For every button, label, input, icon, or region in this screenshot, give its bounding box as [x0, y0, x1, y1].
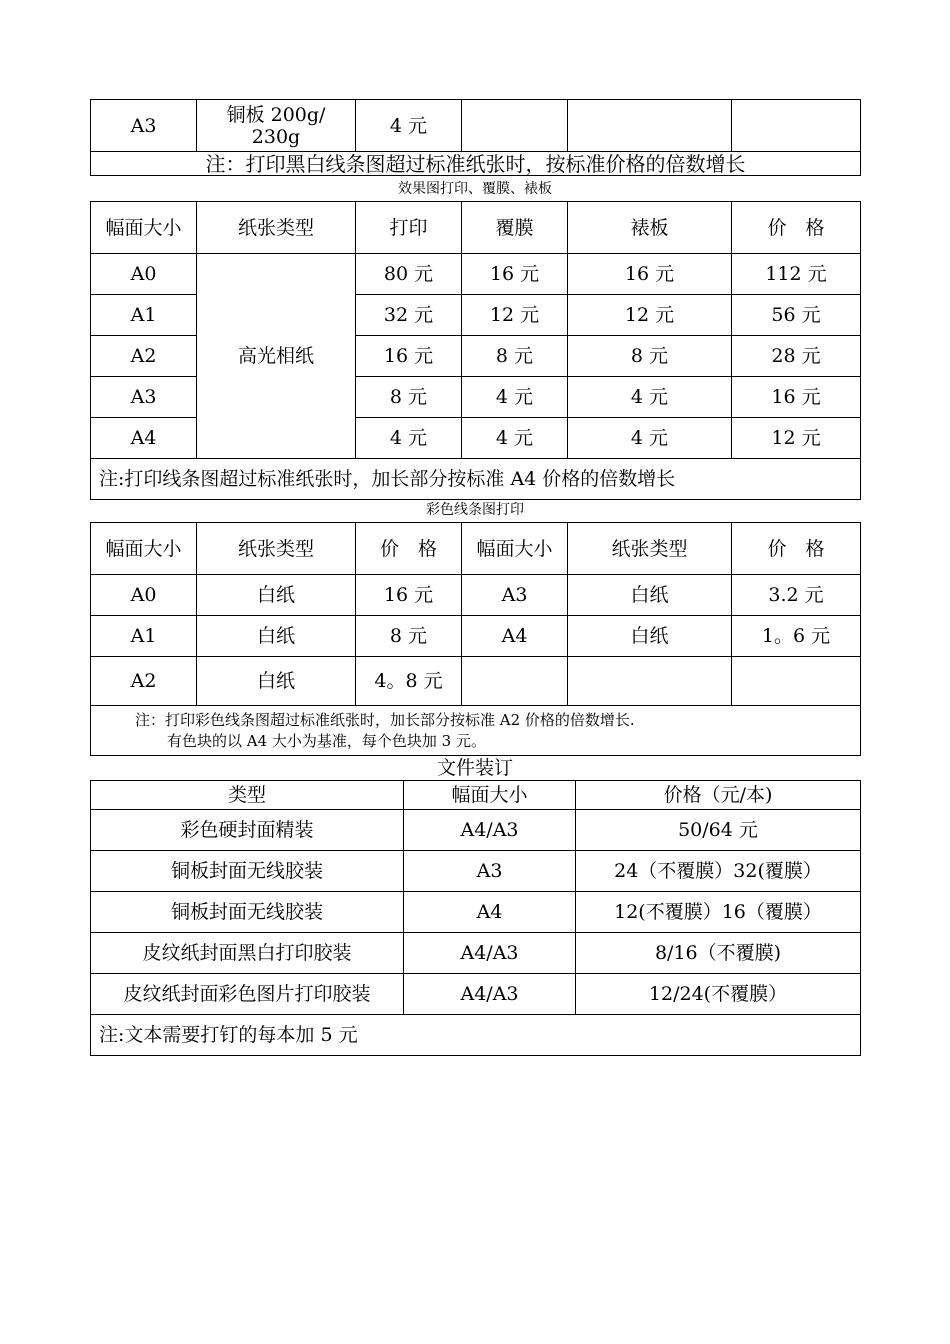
header-price: 价格（元/本): [576, 781, 861, 810]
top-note: 注：打印黑白线条图超过标准纸张时，按标准价格的倍数增长: [91, 152, 861, 176]
header-type: 类型: [91, 781, 404, 810]
table-row: [91, 892, 861, 933]
cell: A3: [462, 575, 568, 616]
cell: 白纸: [197, 616, 356, 657]
note-line-1: 注：打印彩色线条图超过标准纸张时，加长部分按标准 A2 价格的倍数增长.: [135, 710, 635, 729]
binding-caption: 文件装订: [436, 757, 513, 779]
cell-price: 28 元: [732, 336, 861, 377]
table-row: [91, 851, 861, 892]
table-row: [91, 575, 861, 616]
cell: A2: [91, 657, 197, 706]
header-film: 覆膜: [462, 202, 568, 254]
header-print: 打印: [356, 202, 462, 254]
table-row: [91, 254, 861, 295]
cell-empty: [732, 100, 861, 152]
color-line-table: [90, 522, 861, 756]
cell-mount: 4 元: [568, 418, 732, 459]
cell-size: A0: [91, 254, 197, 295]
cell-size: A4: [91, 418, 197, 459]
cell-film: 12 元: [462, 295, 568, 336]
cell-mount: 8 元: [568, 336, 732, 377]
cell-paper: 高光相纸: [197, 254, 356, 459]
cell-size: A3: [404, 851, 576, 892]
color-line-caption: 彩色线条图打印: [426, 502, 524, 518]
top-price-table: [90, 99, 861, 176]
cell-price: 12(不覆膜）16（覆膜）: [576, 892, 861, 933]
color-line-note: [91, 706, 861, 756]
note-line-2: 有色块的以 A4 大小为基准，每个色块加 3 元。: [167, 731, 486, 750]
header-mount: 裱板: [568, 202, 732, 254]
cell: 4。8 元: [356, 657, 462, 706]
cell-price: 8/16（不覆膜): [576, 933, 861, 974]
header-size: 幅面大小: [91, 523, 197, 575]
cell-mount: 12 元: [568, 295, 732, 336]
effect-table: [90, 201, 861, 500]
cell-size: A2: [91, 336, 197, 377]
table-row: [91, 657, 861, 706]
header-paper: 纸张类型: [568, 523, 732, 575]
effect-caption: 效果图打印、覆膜、裱板: [398, 181, 552, 197]
table-row: [91, 616, 861, 657]
cell: 1。6 元: [732, 616, 861, 657]
cell: A4: [462, 616, 568, 657]
cell-type: 皮纹纸封面黑白打印胶装: [91, 933, 404, 974]
cell-type: 铜板封面无线胶装: [91, 851, 404, 892]
cell-price: 12/24(不覆膜）: [576, 974, 861, 1015]
cell-film: 8 元: [462, 336, 568, 377]
cell-price: 50/64 元: [576, 810, 861, 851]
cell-empty: [462, 100, 568, 152]
cell-price: 112 元: [732, 254, 861, 295]
cell: 白纸: [197, 575, 356, 616]
cell-type: 皮纹纸封面彩色图片打印胶装: [91, 974, 404, 1015]
cell-size: A4: [404, 892, 576, 933]
cell: A0: [91, 575, 197, 616]
cell: [732, 657, 861, 706]
cell-size: A4/A3: [404, 974, 576, 1015]
cell-film: 4 元: [462, 418, 568, 459]
effect-note: 注:打印线条图超过标准纸张时，加长部分按标准 A4 价格的倍数增长: [91, 459, 861, 500]
cell: [462, 657, 568, 706]
cell-price: 4 元: [356, 100, 462, 152]
cell-film: 4 元: [462, 377, 568, 418]
header-size: 幅面大小: [404, 781, 576, 810]
cell: [568, 657, 732, 706]
header-price: 价 格: [356, 523, 462, 575]
binding-table: [90, 780, 861, 1056]
cell-size: A4/A3: [404, 810, 576, 851]
cell: 8 元: [356, 616, 462, 657]
paper-text: 铜板 200g/ 230g: [226, 103, 326, 148]
cell-size: A4/A3: [404, 933, 576, 974]
header-paper: 纸张类型: [197, 202, 356, 254]
cell: 白纸: [197, 657, 356, 706]
cell-size: A3: [91, 377, 197, 418]
cell-size: A1: [91, 295, 197, 336]
cell-print: 32 元: [356, 295, 462, 336]
cell: A1: [91, 616, 197, 657]
cell: 3.2 元: [732, 575, 861, 616]
header-price: 价 格: [732, 202, 861, 254]
cell-price: 16 元: [732, 377, 861, 418]
header-size: 幅面大小: [462, 523, 568, 575]
cell-paper: [197, 100, 356, 152]
cell: 16 元: [356, 575, 462, 616]
cell: 白纸: [568, 575, 732, 616]
table-row: [91, 810, 861, 851]
cell-price: 12 元: [732, 418, 861, 459]
table-row: [91, 974, 861, 1015]
header-size: 幅面大小: [91, 202, 197, 254]
cell-mount: 4 元: [568, 377, 732, 418]
header-price: 价 格: [732, 523, 861, 575]
cell-film: 16 元: [462, 254, 568, 295]
header-paper: 纸张类型: [197, 523, 356, 575]
cell-size: A3: [91, 100, 197, 152]
binding-note: 注:文本需要打钉的每本加 5 元: [91, 1015, 861, 1056]
cell-type: 彩色硬封面精装: [91, 810, 404, 851]
cell-price: 24（不覆膜）32(覆膜）: [576, 851, 861, 892]
cell-price: 56 元: [732, 295, 861, 336]
cell-empty: [568, 100, 732, 152]
cell-print: 4 元: [356, 418, 462, 459]
cell-print: 16 元: [356, 336, 462, 377]
cell-print: 80 元: [356, 254, 462, 295]
table-row: [91, 933, 861, 974]
cell-print: 8 元: [356, 377, 462, 418]
cell-type: 铜板封面无线胶装: [91, 892, 404, 933]
cell: 白纸: [568, 616, 732, 657]
cell-mount: 16 元: [568, 254, 732, 295]
